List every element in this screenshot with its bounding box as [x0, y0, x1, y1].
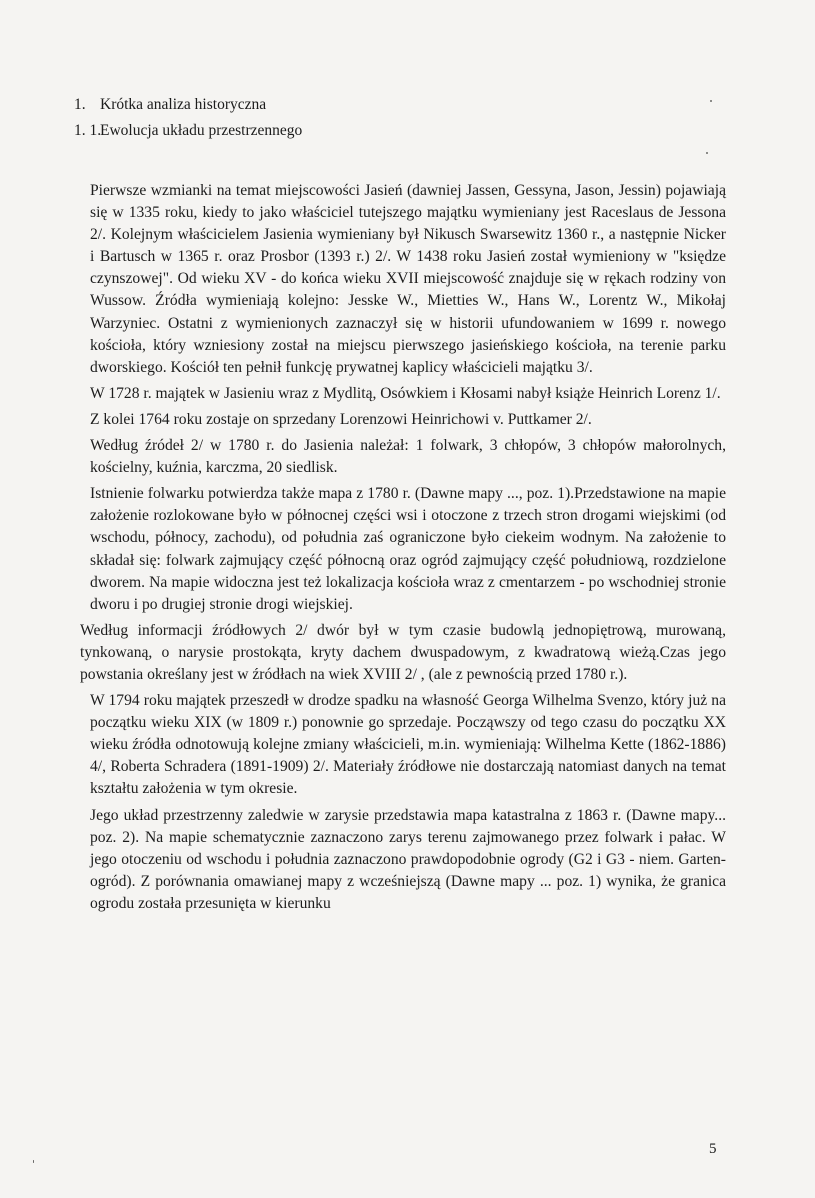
- scan-speck: [706, 152, 708, 154]
- page-number: 5: [709, 1141, 717, 1157]
- subsection-title: Ewolucja układu przestrzennego: [100, 122, 303, 139]
- paragraph: Jego układ przestrzenny zaledwie w zarysie przedstawia mapa katastralna z 1863 r. (Dawne mapy... poz. 2). Na mapie schematycznie zaznaczono zarys terenu zajmowanego przez folwark i pałac. W jego otoczeniu od wschodu i południa zaznaczono prawdopodobnie ogrody (G2 i G3 - niem. Garten-ogród). Z porównania omawianej mapy z wcześniejszą (Dawne mapy ... poz. 1) wynika, że granica ogrodu została przesunięta w kierunku: [90, 806, 726, 912]
- section-number: 1.: [74, 96, 86, 113]
- subsection-number: 1. 1.: [74, 122, 102, 139]
- paragraph: Według źródeł 2/ w 1780 r. do Jasienia należał: 1 folwark, 3 chłopów, 3 chłopów małorolnych, kościelny, kuźnia, karczma, 20 siedlisk.: [90, 437, 726, 477]
- subsection-heading: [74, 121, 302, 141]
- paragraph: Pierwsze wzmianki na temat miejscowości Jasień (dawniej Jassen, Gessyna, Jason, Jessin) pojawiają się w 1335 roku, kiedy to jako właściciel tutejszego majątku wymieniany jest Raceslaus de Jessona 2/. Kolejnym właścicielem Jasienia wymieniany był Nikusch Swarsewitz 1360 r., a następnie Nicker i Bartusch w 1365 r. oraz Prosbor (1393 r.) 2/. W 1438 roku Jasień został wymieniony w "księdze czynszowej". Od wieku XV - do końca wieku XVII miejscowość znajduje się w rękach rodziny von Wussow. Źródła wymieniają kolejno: Jesske W., Mietties W., Hans W., Lorentz W., Mikołaj Warzyniec. Ostatni z wymienionych zaznaczył się w historii ufundowaniem w 1699 r. nowego kościoła, który wzniesiony został na miejscu pierwszego jasieńskiego kościoła, na terenie parku dworskiego. Kościół ten pełnił funkcję prywatnej kaplicy właścicieli majątku 3/.: [90, 182, 726, 376]
- section-title: Krótka analiza historyczna: [100, 96, 267, 113]
- section-heading: [74, 95, 266, 115]
- paragraph: W 1794 roku majątek przeszedł w drodze spadku na własność Georga Wilhelma Svenzo, który już na początku wieku XIX (w 1809 r.) ponownie go sprzedaje. Począwszy od tego czasu do początku XX wieku źródła odnotowują kolejne zmiany właścicieli, m.in. wymieniają: Wilhelma Kette (1862-1886) 4/, Roberta Schradera (1891-1909) 2/. Materiały źródłowe nie dostarczają natomiast danych na temat kształtu założenia w tym okresie.: [90, 692, 726, 798]
- paragraph: Według informacji źródłowych 2/ dwór był w tym czasie budowlą jednopiętrową, murowaną, tynkowaną, o narysie prostokąta, kryty dachem dwuspadowym, z kwadratową wieżą.Czas jego powstania określany jest w źródłach na wiek XVIII 2/ , (ale z pewnością przed 1780 r.).: [80, 621, 726, 683]
- paragraph: Istnienie folwarku potwierdza także mapa z 1780 r. (Dawne mapy ..., poz. 1).Przedstawione na mapie założenie rozlokowane było w północnej części wsi i otoczone z trzech stron drogami wiejskimi (od wschodu, północy, zachodu), od południa zaś ograniczone było ciekeim wodnym. Na założenie to składał się: folwark zajmujący część północną oraz ogród zajmujący część południową, rozdzielone dworem. Na mapie widoczna jest też lokalizacja kościoła wraz z cmentarzem - po wschodniej stronie dworu i po drugiej stronie drogi wiejskiej.: [90, 485, 726, 613]
- scan-speck: [710, 100, 712, 102]
- paragraph: W 1728 r. majątek w Jasieniu wraz z Mydlitą, Osówkiem i Kłosami nabył książe Heinrich Lorenz 1/.: [90, 384, 721, 402]
- body-text: [80, 180, 726, 915]
- paragraph: Z kolei 1764 roku zostaje on sprzedany Lorenzowi Heinrichowi v. Puttkamer 2/.: [90, 410, 592, 428]
- scan-speck: [33, 1160, 34, 1163]
